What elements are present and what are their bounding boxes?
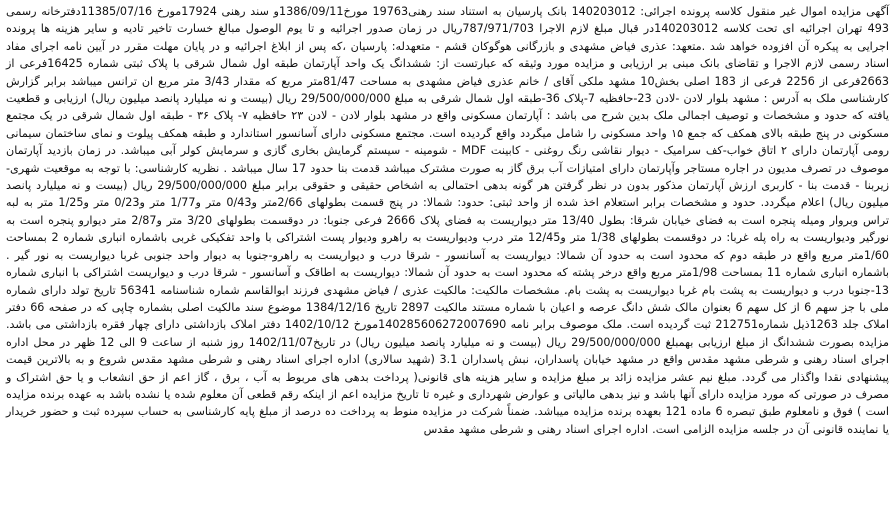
notice-body-text: آگهی مزایده اموال غیر منقول کلاسه پرونده اجرائی: 140203012 بانک پارسیان به استناد سند رهنی19763 مورخ1386/09/11و سند رهنی 17924مورخ 11385/07/16دفترخانه رسمی 493 تهران اجرائیه ای تحت کلاسه 140203012در قبال مبلغ لازم الاجرا 787/971/703ریال در زمان صدور اجرائیه و تا یوم الوصول مبالغ خسارت تاخیر تادیه و سایر هزینه ها پرونده اجرایی به پیکره آن افزوده خواهد شد .متعهد: عذری فیاض مشهدی و بازرگانی هوگوکان قشم - متعهدله: پارسیان ،که پس از ابلاغ اجرائیه و در پایان مهلت مقرر در آیین نامه اجرای مفاد اسناد رسمی لازم الاجرا و تقاضای بانک مبنی بر ارزیابی و مزایده مورد وثیقه که عبارتست از: ششدانگ یک واحد آپارتمان طبقه اول شمال شرقی با پلاک ثبتی شماره 16425فرعی از 2663فرعی از 2256 فرعی از 183 اصلی بخش10 مشهد ملکی آقای / خانم عذری فیاض مشهدی به مساحت 81/47متر مربع که مقدار 3/43 متر مربع ان ترانس میباشد برابر گزارش کارشناسی ملک به آدرس : مشهد بلوار لادن -لادن 23-حافظیه 7-پلاک 36-طبقه اول شمال شرقی به مبلغ 29/500/000/000 ریال (بیست و نه میلیارد پانصد میلیون ریال) ارزیابی و قطعیت یافته که حدود و مشخصات و توصیف اجمالی ملک بدین شرح می باشد : آپارتمان مسکونی واقع در مشهد بلوار لادن - لادن ۲۳ حافظیه ۷- پلاک ۳۶ - طبقه اول شمال شرقی در یک مجتمع مسکونی در پنج طبقه بالای همکف که جمع ۱۵ واحد مسکونی را شامل میگردد واقع گردیده است. مجتمع مسکونی دارای آسانسور استاندارد و طبقه همکف پیلوت و نمای ساختمان سیمانی رومی آپارتمان دارای ۲ اتاق خواب-کف سرامیک - دیوار نقاشی رنگ روغنی - کابینت MDF - شومینه - سیستم گرمایش بخاری گازی و سرمایش کولر آبی میباشد. در زمان بازدید آپارتمان موصوف در تصرف مدیون در اجاره مستاجر وآپارتمان دارای امتیازات آب برق گاز به صورت مشترک میباشد قدمت بنا حدود 17 سال میباشد . نظریه کارشناسی: با توجه به موقعیت شهری- زیربنا - قدمت بنا - کاربری ارزش آپارتمان مذکور بدون در نظر گرفتن هر گونه بدهی احتمالی به اشخاص حقیقی و حقوقی برابر مبلغ 29/500/000/000 ریال (بیست و نه میلیارد پانصد میلیون ریال) اعلام میگردد. حدود و مشخصات برابر استعلام اخذ شده از واحد ثبتی: حدود: شمالا: در پنج قسمت بطولهای 2/66متر و0/43 متر و1/77 متر و0/23 متر و1/25 متر به لبه تراس وبروار ومیله پنجره است به فضای خیابان شرقا: بطول 13/40 متر دیواریست به فضای پلاک 2666 فرعی جنوبا: در دوقسمت بطولهای 3/20 متر و2/87 متر دیوارو پنجره است به نورگیر ودیواریست به راه پله غربا: در دوقسمت بطولهای 1/38 متر و12/45 متر درب ودیواریست به راهرو ودیوار پست اشتراکی با واحد تفکیکی غربی باشماره انباری شماره 2 بمساحت 1/60متر مربع واقع در طبقه دوم که محدود است به حدود آن شمالا: دیواریست به آسانسور - شرقا درب و دیواریست به راهرو-جنوبا به دیوار واحد جنوبی غربا دیواریست به نور گیر . باشماره انباری شماره 11 بمساحت 1/98متر مربع واقع درخر پشته که محدود است به حدود آن شمالا: دیواریست به اطاقک و آسانسور - شرقا درب و دیواریست اشتراکی با انباری شماره 13-جنوبا درب و دیواریست به پشت بام غربا دیواریست به پشت بام. مشخصات مالکیت: مالکیت عذری / فیاض مشهدی فرزند ابوالقاسم شماره شناسنامه 56341 تاریخ تولد دارای شماره ملی با جز سهم 6 از کل سهم 6 بعنوان مالک شش دانگ عرصه و اعیان با شماره مستند مالکیت 2897 تاریخ 1384/12/16 موضوع سند مالکیت اصلی بشماره چاپی که در صفحه 66 دفتر املاک جلد 1263ذیل شماره212751 ثبت گردیده است. ملک موصوف برابر نامه 140285606272007690مورخ 1402/10/12 دفتر املاک بازداشتی دارای چهار فقره بازداشتی می باشد. مزایده بصورت ششدانگ از مبلغ ارزیابی بهمبلغ 29/500/000/000 ریال (بیست و نه میلیارد پانصد میلیون ریال) در تاریخ1402/11/07 روز شنبه از ساعت 9 الی 12 ظهر در محل اداره اجرای اسناد رهنی و شرطی مشهد مقدس واقع در مشهد خیابان پاسداران، نبش پاسداران 3.1 (شهید سالاری) اداره اجرای اسناد رهنی و شرطی مشهد مقدس شروع و به بالاترین قیمت پیشنهادی نقدا واگذار می گردد. مبلغ نیم عشر مزایده زائد بر مبلغ مزایده و سایر هزینه های قانونی( پرداخت بدهی های مربوط به آب ، برق ، گاز اعم از حق انشعاب و یا حق اشتراک و مصرف در صورتی که مورد مزایده دارای آنها باشد و نیز بدهی مالیاتی و عوارض شهرداری و غیره تا تاریخ مزایده اعم از اینکه رقم قطعی آن معلوم شده یا نشده باشد به عهده برنده مزایده است ) فوق و نامعلوم طبق تبصره 6 ماده 121 بعهده برنده مزایده میباشد. ضمناً شرکت در مزایده منوط به پرداخت ده درصد از مبلغ پایه کارشناسی به حساب سپرده ثبت و حضور خریدار یا نماینده قانونی آن در جلسه مزایده الزامی است. اداره اجرای اسناد رهنی و شرطی مشهد مقدس [6, 5, 890, 436]
